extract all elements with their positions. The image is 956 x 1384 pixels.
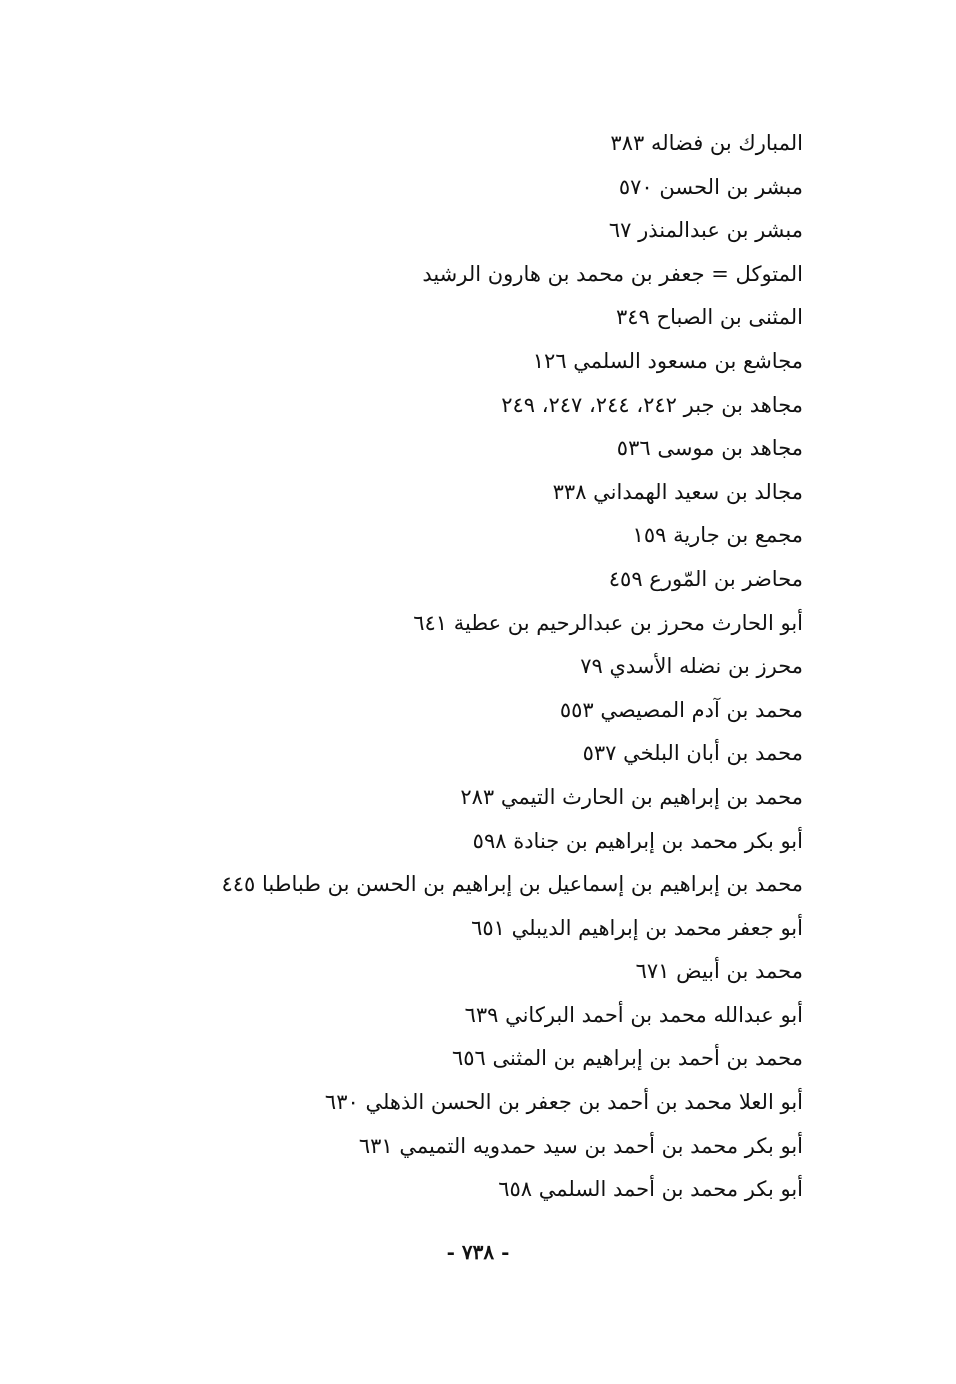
index-entry: المتوكل = جعفر بن محمد بن هارون الرشيد <box>422 261 803 286</box>
index-entry: أبو الحارث محرز بن عبدالرحيم بن عطية ٦٤١ <box>413 610 803 635</box>
index-entry: أبو بكر محمد بن إبراهيم بن جنادة ٥٩٨ <box>472 828 803 853</box>
index-entry: مجاشع بن مسعود السلمي ١٢٦ <box>532 348 803 373</box>
index-entry: محمد بن أحمد بن إبراهيم بن المثنى ٦٥٦ <box>451 1046 803 1071</box>
index-entry: محرز بن نضله الأسدي ٧٩ <box>580 654 803 679</box>
index-entry: محمد بن إبراهيم بن الحارث التيمي ٢٨٣ <box>460 784 803 809</box>
index-entry: أبو جعفر محمد بن إبراهيم الديبلي ٦٥١ <box>471 915 803 940</box>
index-entry: أبو بكر محمد بن أحمد بن سيد حمدويه التميمي ٦٣١ <box>358 1133 803 1158</box>
index-entry: مجالد بن سعيد الهمداني ٣٣٨ <box>552 479 803 504</box>
index-entry: مجاهد بن موسى ٥٣٦ <box>616 436 803 461</box>
index-entry: المثنى بن الصباح ٣٤٩ <box>616 305 803 330</box>
index-entry: مبشر بن عبدالمنذر ٦٧ <box>608 218 803 243</box>
index-entry: محمد بن أبان البلخي ٥٣٧ <box>582 741 803 766</box>
index-entry: أبو بكر محمد بن أحمد السلمي ٦٥٨ <box>498 1177 803 1202</box>
name-index-list <box>163 122 803 1212</box>
index-entry: أبو العلا محمد بن أحمد بن جعفر بن الحسن الذهلي ٦٣٠ <box>324 1090 803 1115</box>
index-entry: محمد بن إبراهيم بن إسماعيل بن إبراهيم بن الحسن بن طباطبا ٤٤٥ <box>221 872 803 897</box>
index-entry: المبارك بن فضاله ٣٨٣ <box>610 131 803 155</box>
index-entry: محمد بن آدم المصيصي ٥٥٣ <box>559 697 803 722</box>
page-number: - ٧٣٨ - <box>446 1240 510 1264</box>
index-entry: محاضر بن المّورع ٤٥٩ <box>608 566 803 591</box>
index-entry: مجاهد بن جبر ٢٤٢، ٢٤٤، ٢٤٧، ٢٤٩ <box>501 392 803 417</box>
index-entry: أبو عبدالله محمد بن أحمد البركاني ٦٣٩ <box>464 1002 803 1027</box>
index-entry: مجمع بن جارية ١٥٩ <box>632 523 803 548</box>
index-entry: محمد بن أبيض ٦٧١ <box>635 959 803 984</box>
index-entry: مبشر بن الحسن ٥٧٠ <box>618 174 803 199</box>
